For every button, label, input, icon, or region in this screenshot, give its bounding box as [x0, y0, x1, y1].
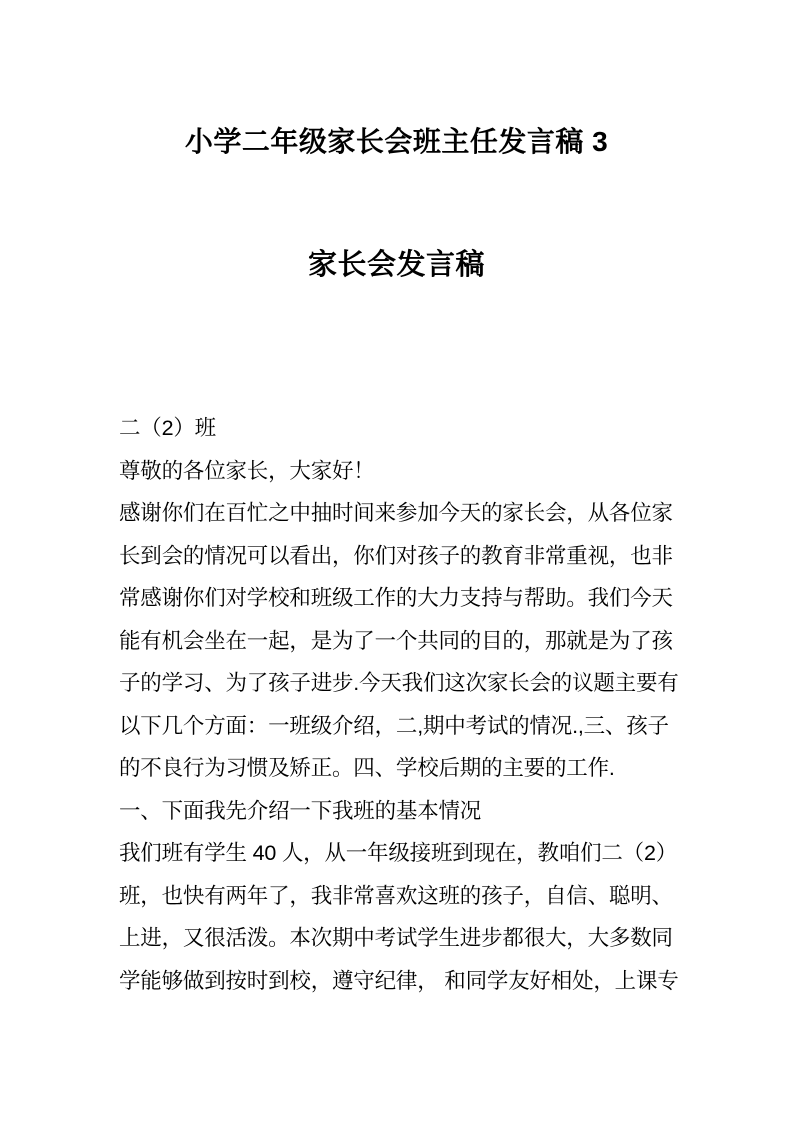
document-title: 小学二年级家长会班主任发言稿 3: [184, 126, 609, 157]
body-line: 尊敬的各位家长，大家好！: [119, 458, 375, 483]
document-body: [119, 407, 679, 1002]
body-line: 能有机会坐在一起，是为了一个共同的目的，那就是为了孩: [119, 628, 673, 653]
body-line: 感谢你们在百忙之中抽时间来参加今天的家长会，从各位家: [119, 501, 673, 525]
body-line: 二（2）班: [119, 416, 216, 440]
body-line: 班，也快有两年了，我非常喜欢这班的孩子，自信、聪明、: [119, 883, 673, 908]
body-line: 我们班有学生 40 人，从一年级接班到现在，教咱们二（2）: [119, 841, 678, 865]
body-line: 长到会的情况可以看出，你们对孩子的教育非常重视，也非: [119, 543, 673, 568]
body-line: 学能够做到按时到校，遵守纪律， 和同学友好相处，上课专: [119, 968, 679, 993]
body-line: 以下几个方面：一班级介绍，二,期中考试的情况.,三、孩子: [119, 713, 669, 738]
document-subtitle: 家长会发言稿: [307, 249, 485, 281]
body-line: 的不良行为习惯及矫正。四、学校后期的主要的工作.: [119, 756, 615, 780]
body-line: 常感谢你们对学校和班级工作的大力支持与帮助。我们今天: [119, 586, 673, 610]
body-line: 一、下面我先介绍一下我班的基本情况: [119, 798, 482, 823]
body-line: 上进，又很活泼。本次期中考试学生进步都很大，大多数同: [119, 926, 673, 950]
body-line: 子的学习、为了孩子进步.今天我们这次家长会的议题主要有: [119, 671, 679, 695]
